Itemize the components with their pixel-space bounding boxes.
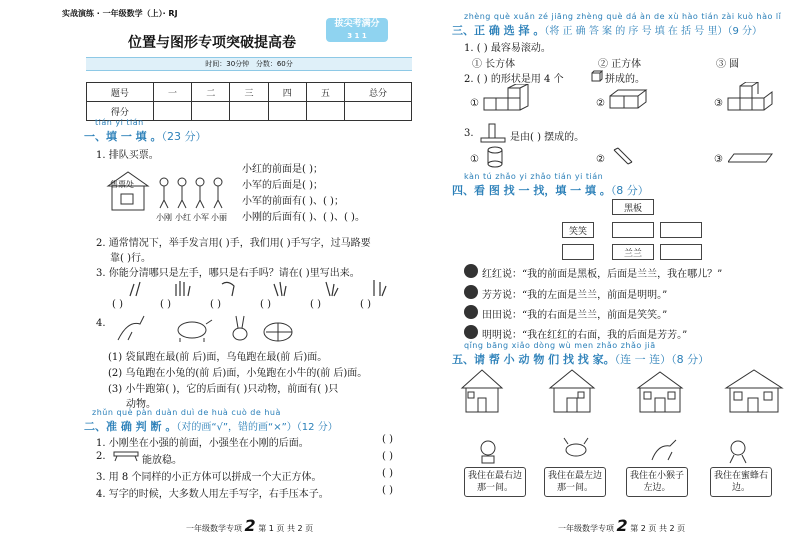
s2-score: （对的画“√”，错的画“×”）（12 分） [176, 422, 338, 433]
answer-paren[interactable]: ( ) [382, 468, 393, 479]
booth-label: 售票处 [110, 180, 134, 189]
hand-paren[interactable]: ( ) [260, 299, 271, 310]
rod-icon [610, 146, 634, 168]
s5-score: （连 一 连）（8 分） [614, 353, 710, 366]
score-table [86, 82, 412, 121]
s5-title-text: 五、请 帮 小 动 物 们 找 找 家。 [452, 353, 615, 366]
page-footer [558, 516, 685, 535]
s2-item: 2. [96, 451, 106, 462]
s4-title-text: 四、看 图 找 一 找，填 一 填 。 [452, 184, 611, 197]
cylinder-icon [484, 146, 506, 168]
q4-label: 4. [96, 318, 106, 329]
s3-q3-opt[interactable]: ③ [714, 154, 723, 165]
small-cube-icon [591, 70, 603, 82]
s3-q3-opt[interactable]: ② [596, 154, 605, 165]
page-footer [186, 516, 313, 535]
s3-title [452, 22, 762, 38]
cubes-option-1 [482, 84, 532, 114]
s2-title-text: 二、准 确 判 断 。 [84, 420, 177, 433]
hand-paren[interactable]: ( ) [160, 299, 171, 310]
quote-line: 红红说：“我的前面是黑板，后面是兰兰，我在哪儿？” [482, 269, 723, 280]
cubes-option-2 [608, 88, 658, 112]
seat-box-xiaoxiao: 笑笑 [562, 222, 594, 238]
kid-label: 小军 [193, 213, 209, 222]
table-row [87, 83, 412, 102]
seat-box-lanlan: 兰兰 [612, 244, 654, 260]
s4-title [452, 182, 649, 198]
score-input-cell[interactable] [306, 102, 344, 121]
footer-label: 一年级数学专项 [558, 524, 614, 533]
s3-score: （将 正 确 答 案 的 序 号 填 在 括 号 里）（9 分） [544, 26, 763, 37]
s1-title-text: 一、填 一 填 。 [84, 130, 162, 143]
score-input-cell[interactable] [153, 102, 191, 121]
s3-q3-tail: 是由( ) 摆成的。 [510, 132, 585, 143]
s4-pinyin: kàn tú zhǎo yi zhǎo tián yi tián [464, 172, 604, 181]
s3-q2-opt[interactable]: ③ [714, 98, 723, 109]
stamp-text: 拔尖考满分 [334, 19, 380, 29]
child-avatar [464, 305, 478, 319]
hand-paren[interactable]: ( ) [360, 299, 371, 310]
s2-pinyin: zhǔn què pàn duàn duì de huà cuò de huà [92, 408, 281, 417]
house-icon [462, 370, 502, 412]
kangaroo-icon [118, 316, 144, 340]
s5-title [452, 351, 709, 367]
s2-item: 4. 写字的时候，大多数人用左手写字，右手压本子。 [96, 489, 329, 500]
table-cell: 二 [192, 83, 230, 102]
table-cell: 得分 [87, 102, 154, 121]
houses-illustration [460, 368, 790, 416]
cylinder-stack-icon [480, 122, 508, 144]
animals-illustration [114, 312, 298, 344]
s2-item-tail: 能放稳。 [142, 455, 182, 466]
q1-line: 小红的前面是( )； [242, 164, 323, 175]
s1-score: （23 分） [161, 130, 207, 143]
s1-pinyin: tián yi tián [95, 118, 144, 127]
blackboard-box: 黑板 [612, 199, 654, 215]
s2-title [84, 418, 338, 434]
score-input-cell[interactable] [268, 102, 306, 121]
table-cell: 四 [268, 83, 306, 102]
animals-row-illustration [472, 436, 782, 464]
hands-illustration [128, 278, 398, 298]
table-cell: 五 [306, 83, 344, 102]
seat-box[interactable] [660, 222, 702, 238]
kid-label: 小红 [175, 213, 191, 222]
q4-line: (3) 小牛跑第( )，它的后面有( )只动物，前面有( )只 [108, 384, 339, 395]
s4-score: （8 分） [610, 184, 649, 197]
s2-item: 1. 小刚坐在小强的前面，小强坐在小刚的后面。 [96, 438, 309, 449]
total-score-label: 分数：60分 [255, 60, 293, 68]
quote-line: 明明说：“我在红红的右面，我的后面是芳芳。” [482, 330, 688, 341]
s3-q1-opt[interactable]: ② 正方体 [598, 59, 642, 70]
seat-box[interactable] [612, 222, 654, 238]
s3-q1: 1. ( ) 最容易滚动。 [464, 43, 551, 54]
speech-bubble: 我住在蜜蜂右边。 [710, 467, 772, 497]
footer-page: 第 2 页 共 2 页 [630, 524, 686, 533]
q1-label: 1. 排队买票。 [96, 150, 159, 161]
seat-box[interactable] [660, 244, 702, 260]
s3-q2: 2. ( ) 的形状是用 4 个 [464, 74, 564, 85]
answer-paren[interactable]: ( ) [382, 434, 393, 445]
q4-line: (2) 乌龟跑在小兔的(前 后)面，小兔跑在小牛的(前 后)面。 [108, 368, 368, 379]
table-cell: 题号 [87, 83, 154, 102]
info-bar [86, 57, 412, 71]
right-page [420, 0, 800, 549]
s1-title [84, 128, 207, 144]
q1-line: 小军的后面是( )； [242, 180, 323, 191]
score-input-cell[interactable] [192, 102, 230, 121]
hand-paren[interactable]: ( ) [112, 299, 123, 310]
q1-line: 小刚的后面有( )、( )、( )。 [242, 212, 365, 223]
q3-line: 3. 你能分清哪只是左手，哪只是右手吗？请在( )里写出来。 [96, 268, 360, 279]
seat-box[interactable] [562, 244, 594, 260]
speech-bubble: 我住在最左边那一间。 [544, 467, 606, 497]
kid-label: 小刚 [156, 213, 172, 222]
answer-paren[interactable]: ( ) [382, 485, 393, 496]
stool-icon [112, 450, 140, 462]
s3-q2-tail: 拼成的。 [605, 74, 645, 85]
s2-item: 3. 用 8 个同样的小正方体可以拼成一个大正方体。 [96, 472, 322, 483]
score-input-cell[interactable] [345, 102, 412, 121]
header-top: 实战演练 · 一年级数学（上）· RJ [62, 9, 178, 18]
footer-label: 一年级数学专项 [186, 524, 242, 533]
score-input-cell[interactable] [230, 102, 268, 121]
q2-line: 2. 通常情况下，举手发言用( )手，我们用( )手写字，过马路要 [96, 238, 371, 249]
q2-line-b: 靠( )行。 [110, 253, 151, 264]
stamp-badge [326, 18, 388, 42]
stamp-sub: 3 1 1 [347, 32, 367, 40]
flat-plate-icon [728, 152, 774, 164]
footer-page: 第 1 页 共 2 页 [258, 524, 314, 533]
child-avatar [464, 264, 478, 278]
quote-line: 田田说：“我的右面是兰兰，前面是笑笑。” [482, 310, 668, 321]
s3-q2-opt[interactable]: ② [596, 98, 605, 109]
answer-paren[interactable]: ( ) [382, 451, 393, 462]
footer-number: 2 [244, 516, 256, 535]
hand-paren[interactable]: ( ) [210, 299, 221, 310]
s5-pinyin: qǐng bāng xiǎo dòng wù men zhǎo zhǎo jiā [464, 341, 656, 350]
q4-line: (1) 袋鼠跑在最(前 后)面，乌龟跑在最(前 后)面。 [108, 352, 328, 363]
hand-paren[interactable]: ( ) [310, 299, 321, 310]
s3-q1-opt[interactable]: ① 长方体 [472, 59, 516, 70]
s3-q1-opt[interactable]: ③ 圆 [716, 59, 740, 70]
s3-q2-opt[interactable]: ① [470, 98, 479, 109]
table-cell: 一 [153, 83, 191, 102]
s3-q3-opt[interactable]: ① [470, 154, 479, 165]
q4-line: 动物。 [126, 399, 156, 410]
footer-number: 2 [616, 516, 628, 535]
kid-label: 小丽 [211, 213, 227, 222]
table-cell: 三 [230, 83, 268, 102]
s3-q3: 3. [464, 128, 474, 139]
s3-title-text: 三、正 确 选 择 。 [452, 24, 545, 37]
speech-bubble: 我住在最右边那一间。 [464, 467, 526, 497]
table-cell: 总分 [345, 83, 412, 102]
page-title: 位置与图形专项突破提高卷 [128, 35, 296, 51]
speech-bubble: 我住在小猴子左边。 [626, 467, 688, 497]
child-avatar [464, 325, 478, 339]
quote-line: 芳芳说：“我的左面是兰兰，前面是明明。” [482, 290, 668, 301]
cubes-option-3 [726, 82, 780, 114]
time-label: 时间：30分钟 [205, 60, 250, 68]
q1-line: 小军的前面有( )、( )； [242, 196, 344, 207]
child-avatar [464, 285, 478, 299]
s3-pinyin: zhèng què xuǎn zé jiāng zhèng què dá àn de xù hào tián zài kuò hào lǐ [464, 12, 782, 21]
